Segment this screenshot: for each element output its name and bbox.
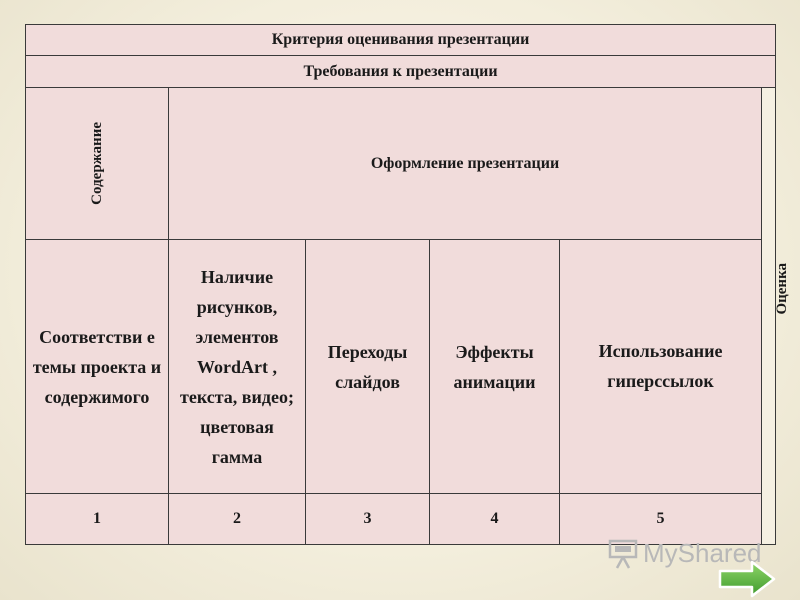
score-label-wrap	[770, 254, 794, 324]
logo-text: MyShared	[643, 538, 762, 568]
criteria-table	[25, 24, 776, 545]
criterion-1: Соответстви е темы проекта и содержимого	[25, 239, 169, 494]
presentation-board-icon	[607, 539, 639, 569]
criterion-5: Использование гиперссылок	[559, 239, 762, 494]
number-1: 1	[25, 493, 169, 545]
criterion-3: Переходы слайдов	[305, 239, 430, 494]
number-3: 3	[305, 493, 430, 545]
score-label: Оценка	[773, 263, 790, 315]
number-5: 5	[559, 493, 762, 545]
next-arrow-icon[interactable]	[718, 560, 776, 598]
number-4: 4	[429, 493, 560, 545]
design-label: Оформление презентации	[168, 87, 762, 240]
table-title: Критерия оценивания презентации	[25, 24, 776, 56]
criterion-2: Наличие рисунков, элементов WordArt , текста, видео; цветовая гамма	[168, 239, 306, 494]
content-header-cell	[25, 87, 169, 240]
number-2: 2	[168, 493, 306, 545]
table-subtitle: Требования к презентации	[25, 55, 776, 88]
content-label: Содержание	[88, 122, 105, 205]
criterion-4: Эффекты анимации	[429, 239, 560, 494]
